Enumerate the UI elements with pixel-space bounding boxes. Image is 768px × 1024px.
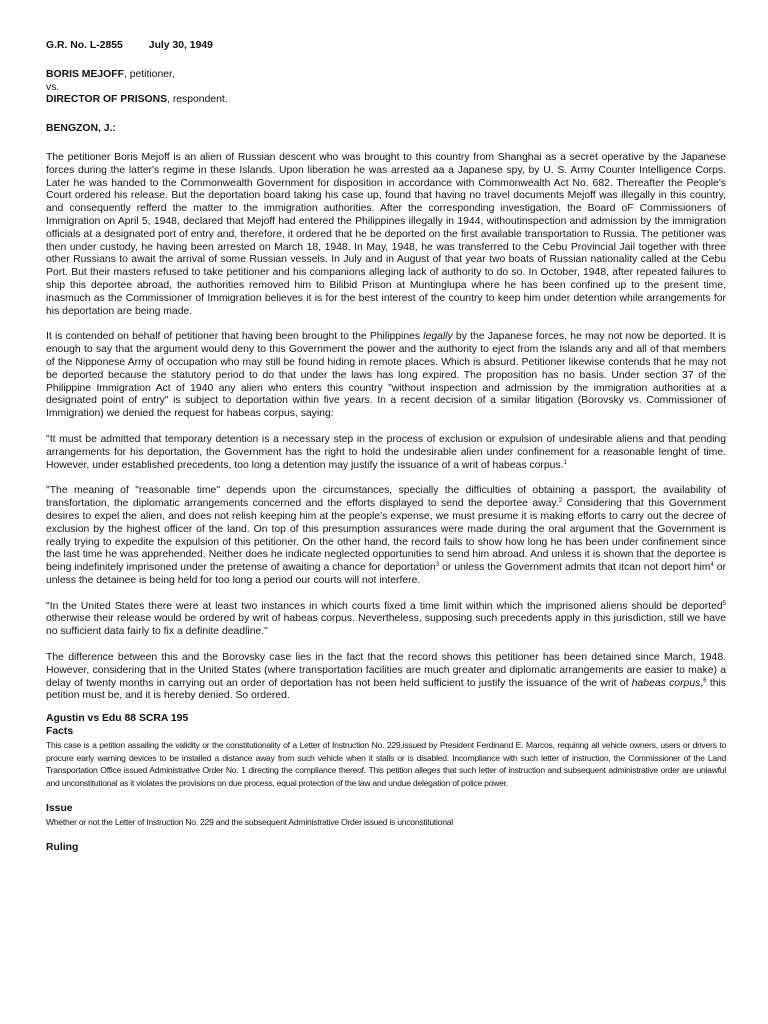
footnote-ref: 1 [563, 459, 567, 466]
quotation-2 [46, 485, 726, 587]
facts-text: This case is a petition assailing the validity or the constitutionality of a Letter of Instruction No. 229,issued by President Ferdinand E. Marcos, requiring all vehicle owners, users or drivers to procure early warning devices to be installed a distance away from such vehicle when it stalls or is disabled. Incompliance with such letter of instruction, the Commissioner of the Land Transportation Office issued Administrative Order No. 1 directing the compliance thereof. This petition alleges that such letter of instruction and subsequent administrative order are unlawful and unconstitutional as it violates the provisions on due process, equal protection of the law and undue delegation of police power. [46, 739, 726, 789]
parties-block [46, 69, 726, 107]
quotation-1 [46, 434, 726, 472]
decision-paragraph-3: The difference between this and the Borovsky case lies in the fact that the record shows this petitioner has been detained since March, 1948. However, considering that in the United States (where transportation facilities are much greater and diplomatic arrangements are easier to make) a delay of twenty months in carrying out an order of deportation has not been held sufficient to justify the issuance of the writ of habeas corpus,$^6$ this petition must be, and it is hereby denied. So ordered. [46, 652, 726, 702]
paragraph-text: The difference between this and the Borovsky case lies in the fact that the record shows this petitioner has been detained since March, 1948. However, considering that in the United States (where transportation facilities are much greater and diplomatic arrangements are easier to make) a delay of twenty months in carrying out an order of deportation has not been held sufficient to justify the issuance of the writ of [46, 652, 726, 689]
issue-text: Whether or not the Letter of Instruction No. 229 and the subsequent Administrative Order issued is unconstitutional [46, 816, 453, 827]
italic-term: legally [423, 331, 453, 343]
petitioner-name: BORIS MEJOFF [46, 68, 124, 80]
decision-paragraph-1: The petitioner Boris Mejoff is an alien of Russian descent who was brought to this country from Shanghai as a secret operative by the Japanese forces during the latter's regime in these Islands. Upon liberation he was arrested aa a Japanese spy, by U. S. Army Counter Intelligence Corps. Later he was handed to the Commonwealth Government for disposition in accordance with Commonwealth Act No. 682. Thereafter the People's Court ordered his release. But the deportation board taking his case up, found that having no travel documents Mejoff was illegally in this country, and consequently refferd the matter to the immigration authorities. After the corresponding investigation, the Board oF Commissioners of Immigration on April 5, 1948, declared that Mejoff had entered the Philippines illegally in 1944, withoutinspection and admission by the immigration officials at a designated port of entry and, therefore, it ordered that he be deported on the first available transportation to Russia. The petitioner was then under custody, he having been arrested on March 18, 1948. In May, 1948, he was transferred to the Cebu Provincial Jail together with three other Russians to await the arrival of some Russian vessels. In July and in August of that year two boats of Russian nationality called at the Cebu Port. But their masters refused to take petitioner and his companions alleging lack of authority to do so. In October, 1948, after repeated failures to ship this deportee abroad, the authorities removed him to Bilibid Prison at Muntinglupa where he has been confined up to the present time, inasmuch as the Commissioner of Immigration believes it is for the best interest of the country to keep him under detention while arrangements for his deportation are being made. [46, 151, 726, 317]
document-page [46, 40, 726, 854]
quote-text: "It must be admitted that temporary detention is a necessary step in the process of exclusion or expulsion of undesirable aliens and that pending arrangements for his deportation, the Government has the right to hold the undesirable alien under confinement for a reasonable lenght of time. However, under established precedents, too long a detention may justify the issuance of a writ of habeas corpus. [46, 433, 726, 471]
digest-title: Agustin vs Edu 88 SCRA 195 [46, 713, 189, 725]
ruling-heading: Ruling [46, 841, 79, 853]
decision-date: July 30, 1949 [148, 40, 213, 51]
paragraph-text: this petition must be, and it is hereby denied. So ordered. [46, 677, 726, 702]
footnote-ref: 6 [703, 677, 707, 684]
case-number-line [46, 40, 726, 53]
footnote-ref: 2 [558, 498, 563, 505]
italic-term: habeas corpus [631, 677, 701, 689]
respondent-name: DIRECTOR OF PRISONS [46, 94, 168, 106]
gr-number: G.R. No. L-2855 [46, 40, 123, 51]
footnote-ref: 3 [435, 562, 440, 569]
quote-text: or unless the Government admits that itcan not deport him [439, 562, 711, 574]
quote-text: Considering that this Government desires to expel the alien, and does not relish keeping him at the people's expense, we must presume it is making efforts to carry out the decree of exclusion by the highest officer of the land. On top of this presumption assurances were made during the oral argument that the Government is really trying to expedite the expulsion of this petitioner. On the other hand, the record fails to show how long he has been under confinement since the last time he was apprehended. Neither does he indicate neglected opportunities to send him abroad. And unless it is shown that the deportee is being indefinitely imprisoned under the pretense of awaiting a chance for deportation [46, 498, 726, 574]
quote-text: otherwise their release would be ordered by writ of habeas corpus. Nevertheless, supposing such precedents apply in this jurisdiction, still we have no sufficient data fairly to fix a definite deadline." [46, 613, 726, 638]
ponente: BENGZON, J.: [46, 123, 116, 135]
footnote-ref: 4 [710, 562, 714, 569]
paragraph-text: by the Japanese forces, he may not now be deported. It is enough to say that the argument would deny to this Government the power and the authority to eject from the Islands any and all of that members of the Nipponese Army of occupation who may still be found hiding in remote places. Which is absurd. Petitioner likewise contends that he may not be deported because the statutory period to do that under the laws has long expired. The proposition has no basis. Under section 37 of the Philippine Immigration Act of 1940 any alien who enters this country "without inspection and admission by the immigration authorities at a designated point of entry" is subject to deportation within five years. In a recent decision of a similar litigation (Borovsky vs. Commissioner of Immigration) we denied the request for habeas corpus, saying: [46, 331, 726, 420]
issue-heading: Issue [46, 803, 73, 815]
footnote-ref: 5 [722, 600, 726, 607]
paragraph-text: It is contended on behalf of petitioner that having been brought to the Philippines [46, 331, 424, 343]
versus: vs. [46, 81, 60, 93]
quote-text: or unless the detainee is being held for too long a period our courts will not interfere. [46, 562, 726, 586]
respondent-role: , respondent. [167, 94, 228, 106]
quote-text: "In the United States there were at least two instances in which courts fixed a time limit within which the imprisoned aliens should be deported [46, 600, 723, 612]
respondent-line [46, 94, 726, 107]
decision-paragraph-2 [46, 331, 726, 421]
quote-text: "The meaning of "reasonable time" depends upon the circumstances, specially the difficulties of obtaining a passport, the availability of transfortation, the diplomatic arrangements concerned and the efforts displayed to send the deportee away. [46, 485, 726, 510]
petitioner-line [46, 69, 726, 82]
quotation-3 [46, 601, 726, 639]
petitioner-role: , petitioner, [123, 68, 175, 80]
facts-heading: Facts [46, 726, 74, 738]
